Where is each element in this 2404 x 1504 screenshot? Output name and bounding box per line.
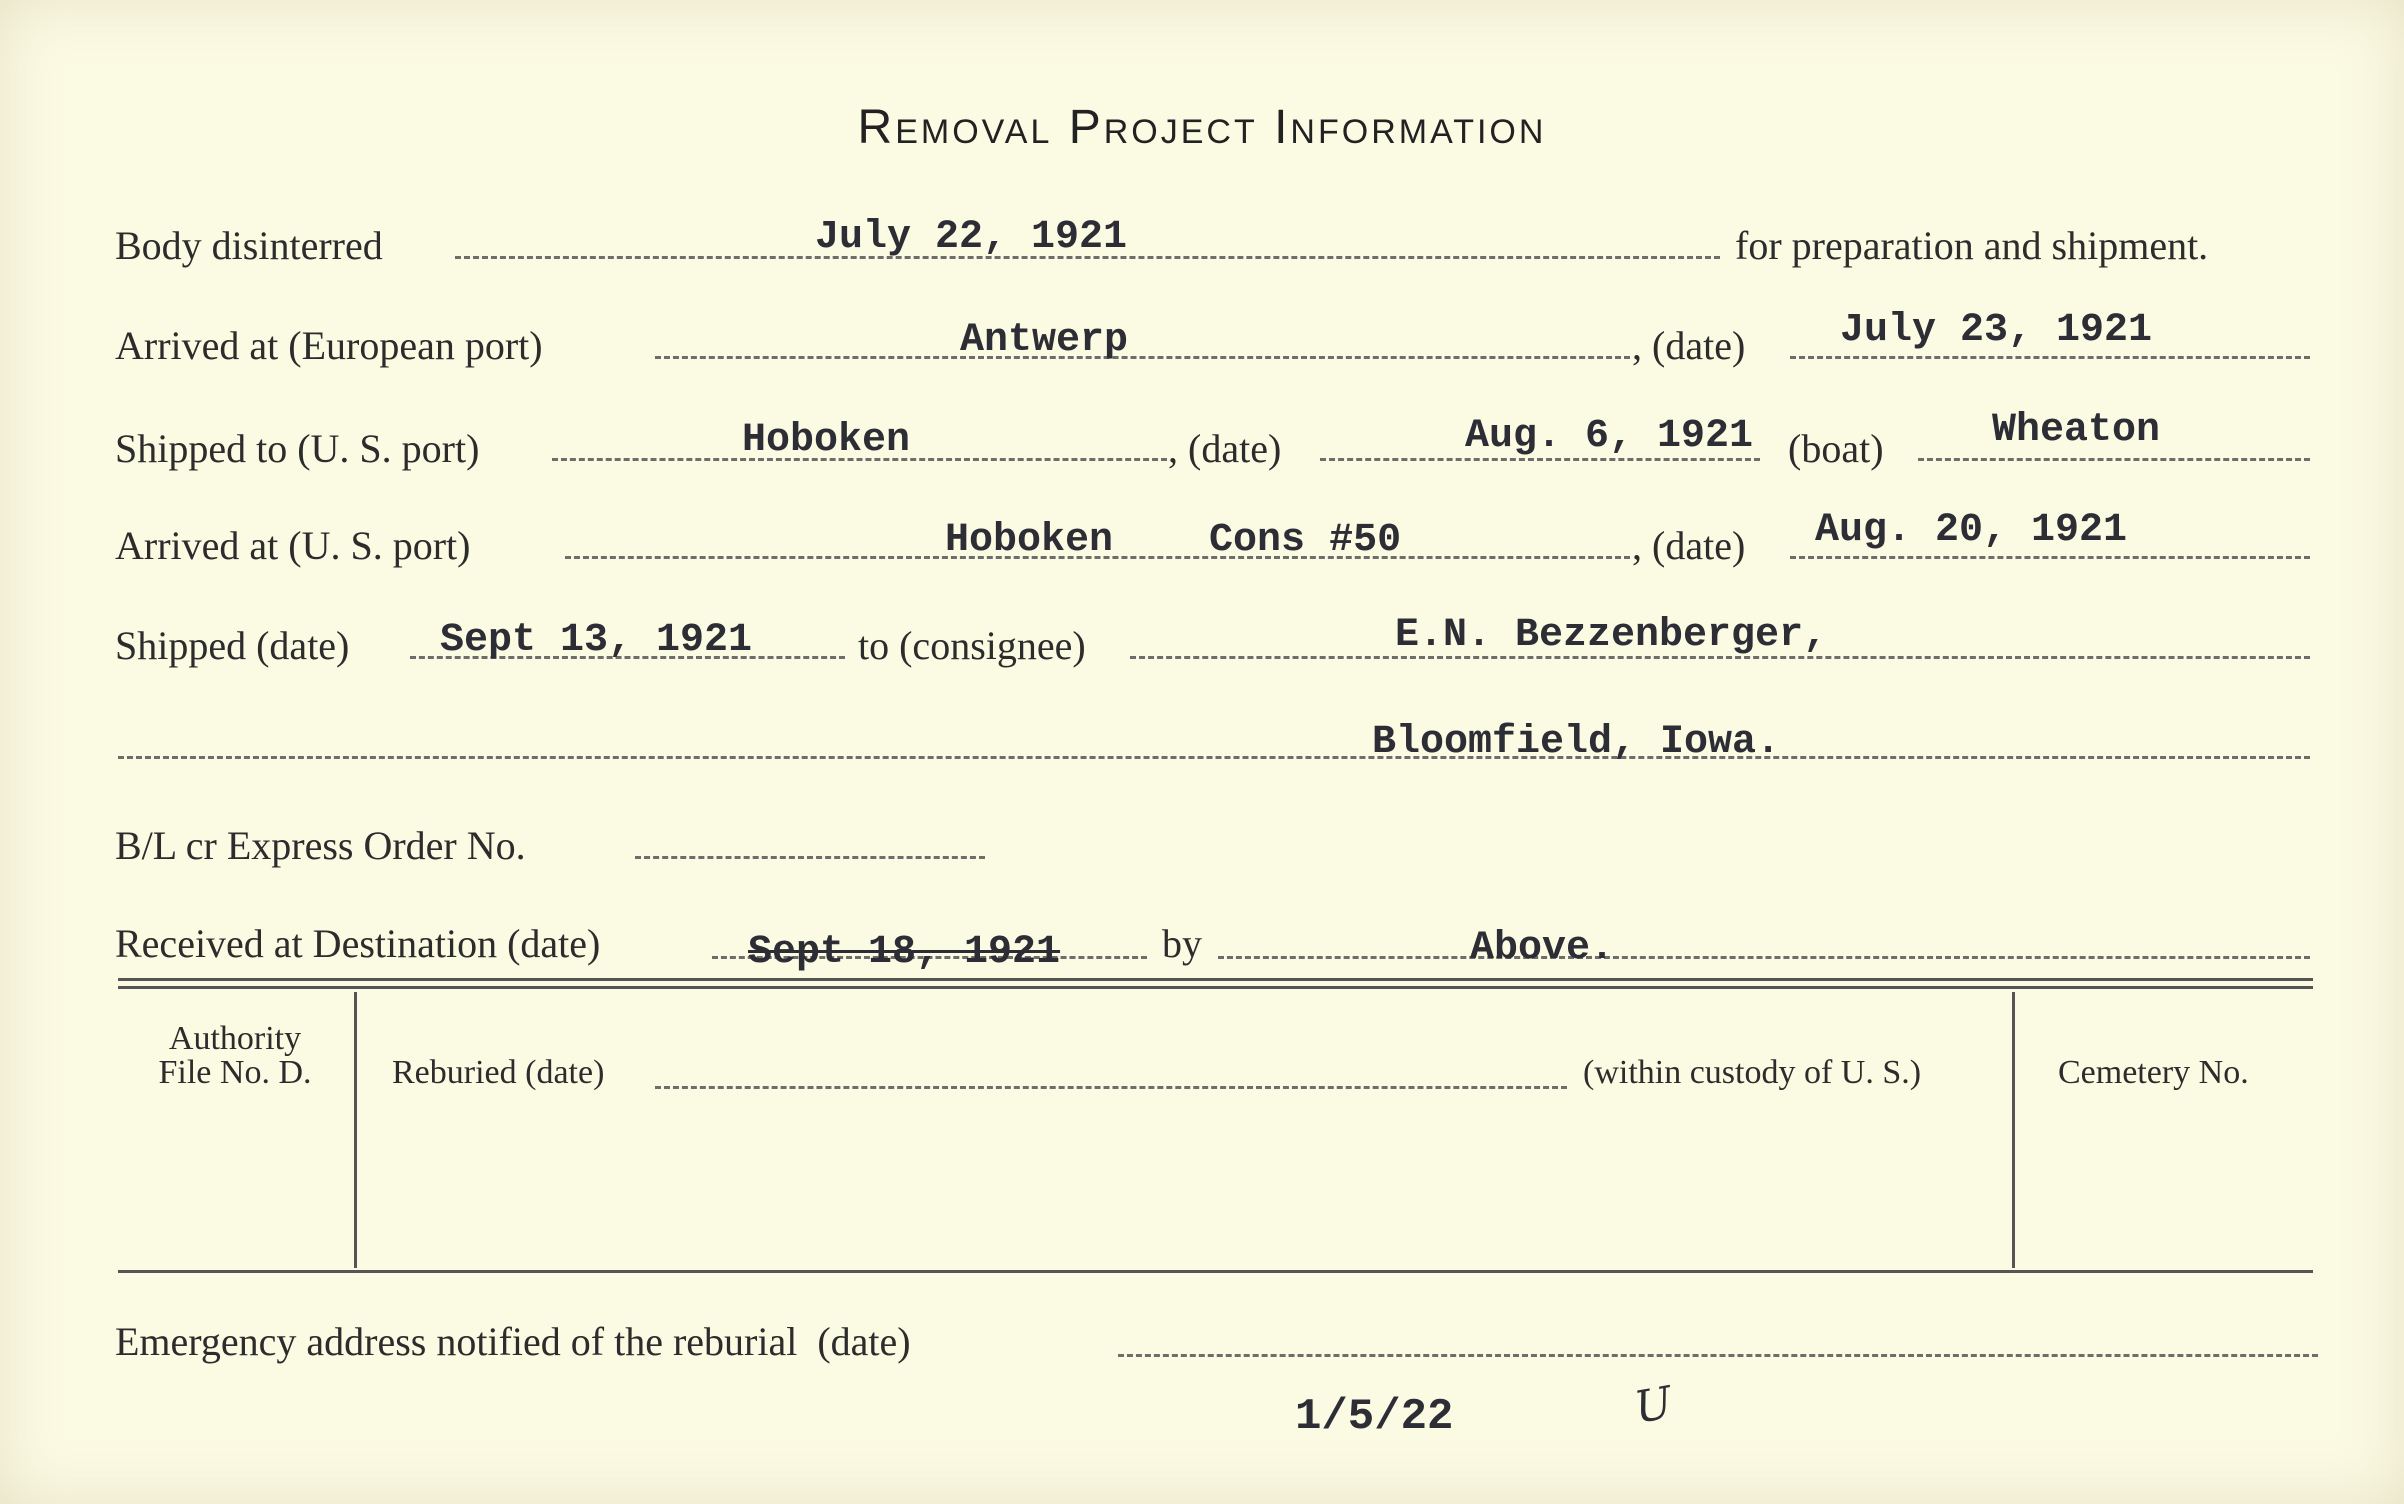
box-top-rule [118,978,2313,981]
address-line [118,756,2310,759]
bl-line [635,856,985,859]
footer-initials: U [1630,1377,1677,1434]
arrived-us-port-label: Arrived at (U. S. port) [115,523,471,568]
consignee-label: to (consignee) [858,623,1086,668]
consignee-value: E.N. Bezzenberger, [1395,613,1828,658]
received-label: Received at Destination (date) [115,921,601,966]
shipped-date-label: , (date) [1168,426,1282,471]
disinterred-suffix: for preparation and shipment. [1735,223,2209,268]
cemetery-label: Cemetery No. [2058,1054,2249,1091]
european-port-value: Antwerp [960,318,1129,363]
emergency-line [1118,1354,2318,1357]
boat-line [1918,458,2310,461]
bl-label: B/L cr Express Order No. [115,823,526,868]
page-title: Removal Project Information [857,101,1547,154]
boat-value: Wheaton [1992,408,2161,453]
received-by-line [1218,956,2310,959]
footer-date: 1/5/22 [1295,1392,1454,1442]
authority-line-2: File No. D. [158,1054,312,1091]
arrived-us-port-value: Hoboken Cons #50 [945,518,1402,563]
box-top-rule-2 [118,986,2313,989]
received-by-value: Above. [1470,926,1615,971]
european-date-label: , (date) [1632,323,1746,368]
european-date-line [1790,356,2310,359]
custody-label: (within custody of U. S.) [1583,1054,1922,1091]
arrived-date-line [1790,556,2310,559]
emergency-label: Emergency address notified of the reburial (date) [115,1319,911,1364]
shipped-date-value: Aug. 6, 1921 [1465,414,1754,459]
european-port-label: Arrived at (European port) [115,323,543,368]
shipped-label: Shipped (date) [115,623,350,668]
authority-label [120,1022,350,1090]
shipped-us-port-value: Hoboken [742,418,911,463]
disinterred-value: July 22, 1921 [815,215,1128,260]
disinterred-label: Body disinterred [115,223,383,268]
box-divider-right [2012,992,2015,1268]
arrived-date-value: Aug. 20, 1921 [1815,508,2128,553]
arrived-date-label: , (date) [1632,523,1746,568]
consignee-address: Bloomfield, Iowa. [1372,720,1781,765]
european-date-value: July 23, 1921 [1840,308,2153,353]
boat-label: (boat) [1788,426,1884,471]
shipped-value: Sept 13, 1921 [440,618,753,663]
box-divider-left [354,992,357,1268]
european-port-line [655,356,1630,359]
received-value: Sept 18, 1921 [748,930,1061,975]
received-by-label: by [1162,921,1202,966]
reburied-line [655,1086,1567,1089]
authority-line-1: Authority [168,1020,302,1057]
reburied-label: Reburied (date) [392,1054,605,1091]
box-bottom-rule [118,1270,2313,1273]
shipped-us-port-label: Shipped to (U. S. port) [115,426,480,471]
